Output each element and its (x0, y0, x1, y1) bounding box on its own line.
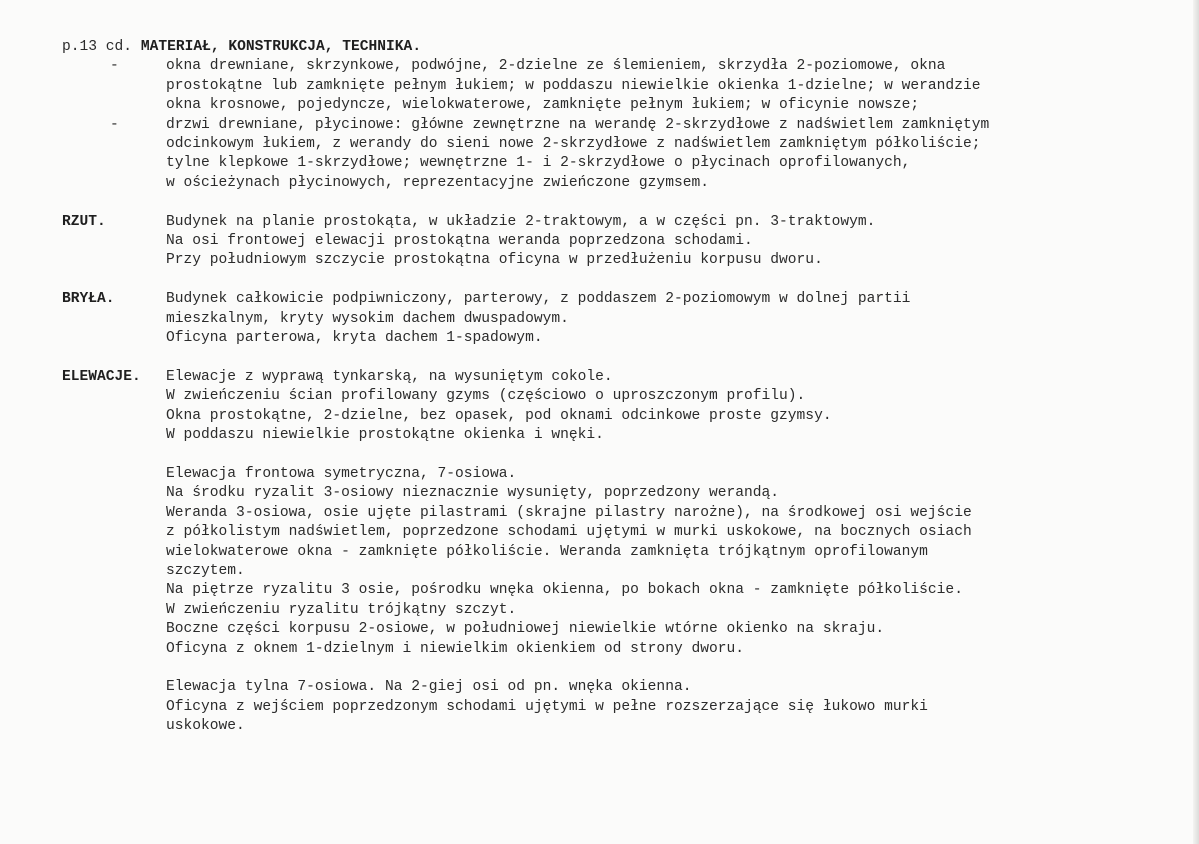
text-line: okna drewniane, skrzynkowe, podwójne, 2-dzielne ze ślemieniem, skrzydła 2-poziomowe, okna (166, 58, 946, 75)
text-line: okna krosnowe, pojedyncze, wielokwaterowe, zamknięte pełnym łukiem; w oficynie nowsze; (166, 97, 920, 114)
section-label: BRYŁA. (62, 291, 115, 308)
section-label: RZUT. (62, 213, 106, 230)
text-line: Weranda 3-osiowa, osie ujęte pilastrami (skrajne pilastry narożne), na środkowej osi wejście (166, 504, 972, 521)
text-line: z półkolistym nadświetlem, poprzedzone schodami ujętymi w murki uskokowe, na bocznych osiach (166, 524, 972, 541)
text-line: w ościeżynach płycinowych, reprezentacyjne zwieńczone gzymsem. (166, 174, 709, 191)
text-line: Elewacje z wyprawą tynkarską, na wysuniętym cokole. (166, 368, 613, 385)
section-rzut (62, 213, 1172, 271)
text-line: W zwieńczeniu ryzalitu trójkątny szczyt. (166, 601, 517, 618)
section-heading (62, 38, 1172, 57)
section-text (166, 213, 1172, 271)
section-bryla (62, 290, 1172, 348)
page-reference: p.13 cd. (62, 39, 133, 55)
spacer (62, 348, 1172, 367)
section-elewacje (62, 368, 1172, 737)
spacer (62, 193, 1172, 212)
scan-edge-shadow (1193, 0, 1199, 844)
spacer (62, 271, 1172, 290)
text-line: Elewacja tylna 7-osiowa. Na 2-giej osi od pn. wnęka okienna. (166, 679, 692, 696)
text-line: Na środku ryzalit 3-osiowy nieznacznie wysunięty, poprzedzony werandą. (166, 485, 780, 502)
bullet-text (166, 116, 1172, 194)
text-line: W zwieńczeniu ścian profilowany gzyms (częściowo o uproszczonym profilu). (166, 388, 806, 405)
spacer (166, 659, 1172, 678)
section-text (166, 368, 1172, 737)
bullet-text (166, 57, 1172, 115)
text-line: prostokątne lub zamknięte pełnym łukiem; w poddaszu niewielkie okienka 1-dzielne; w werandzie (166, 77, 981, 94)
text-line: uskokowe. (166, 718, 245, 735)
bullet-item-windows (62, 57, 1172, 115)
text-line: drzwi drewniane, płycinowe: główne zewnętrzne na werandę 2-skrzydłowe z nadświetlem zamkniętym (166, 116, 990, 133)
text-line: Budynek na planie prostokąta, w układzie 2-traktowym, a w części pn. 3-traktowym. (166, 213, 876, 230)
text-line: Elewacja frontowa symetryczna, 7-osiowa. (166, 465, 517, 482)
text-line: Na osi frontowej elewacji prostokątna weranda poprzedzona schodami. (166, 233, 753, 250)
bullet-dash-glyph: - (110, 116, 119, 133)
text-line: W poddaszu niewielkie prostokątne okienka i wnęki. (166, 427, 604, 444)
document-body (62, 38, 1172, 737)
text-line: Boczne części korpusu 2-osiowe, w południowej niewielkie wtórne okienko na skraju. (166, 621, 885, 638)
bullet-item-doors (62, 116, 1172, 194)
text-line: Oficyna parterowa, kryta dachem 1-spadowym. (166, 330, 543, 347)
text-line: Na piętrze ryzalitu 3 osie, pośrodku wnęka okienna, po bokach okna - zamknięte półkoliście. (166, 582, 963, 599)
text-line: Przy południowym szczycie prostokątna oficyna w przedłużeniu korpusu dworu. (166, 252, 823, 269)
section-label: ELEWACJE. (62, 368, 141, 385)
section-text (166, 290, 1172, 348)
text-line: szczytem. (166, 562, 245, 579)
text-line: tylne klepkowe 1-skrzydłowe; wewnętrzne 1- i 2-skrzydłowe o płycinach oprofilowanych, (166, 155, 911, 172)
bullet-dash (62, 57, 166, 76)
bullet-dash-glyph: - (110, 58, 119, 75)
heading-title: MATERIAŁ, KONSTRUKCJA, TECHNIKA. (140, 39, 422, 55)
text-line: Oficyna z oknem 1-dzielnym i niewielkim okienkiem od strony dworu. (166, 640, 745, 657)
spacer (166, 445, 1172, 464)
text-line: Okna prostokątne, 2-dzielne, bez opasek, pod oknami odcinkowe proste gzymsy. (166, 407, 832, 424)
text-line: wielokwaterowe okna - zamknięte półkoliście. Weranda zamknięta trójkątnym oprofilowanym (166, 543, 928, 560)
text-line: Budynek całkowicie podpiwniczony, parterowy, z poddaszem 2-poziomowym w dolnej partii (166, 291, 911, 308)
bullet-dash (62, 116, 166, 135)
text-line: odcinkowym łukiem, z werandy do sieni nowe 2-skrzydłowe z nadświetlem zamkniętym półkoliście; (166, 136, 981, 153)
text-line: mieszkalnym, kryty wysokim dachem dwuspadowym. (166, 310, 569, 327)
text-line: Oficyna z wejściem poprzedzonym schodami ujętymi w pełne rozszerzające się łukowo murki (166, 698, 928, 715)
